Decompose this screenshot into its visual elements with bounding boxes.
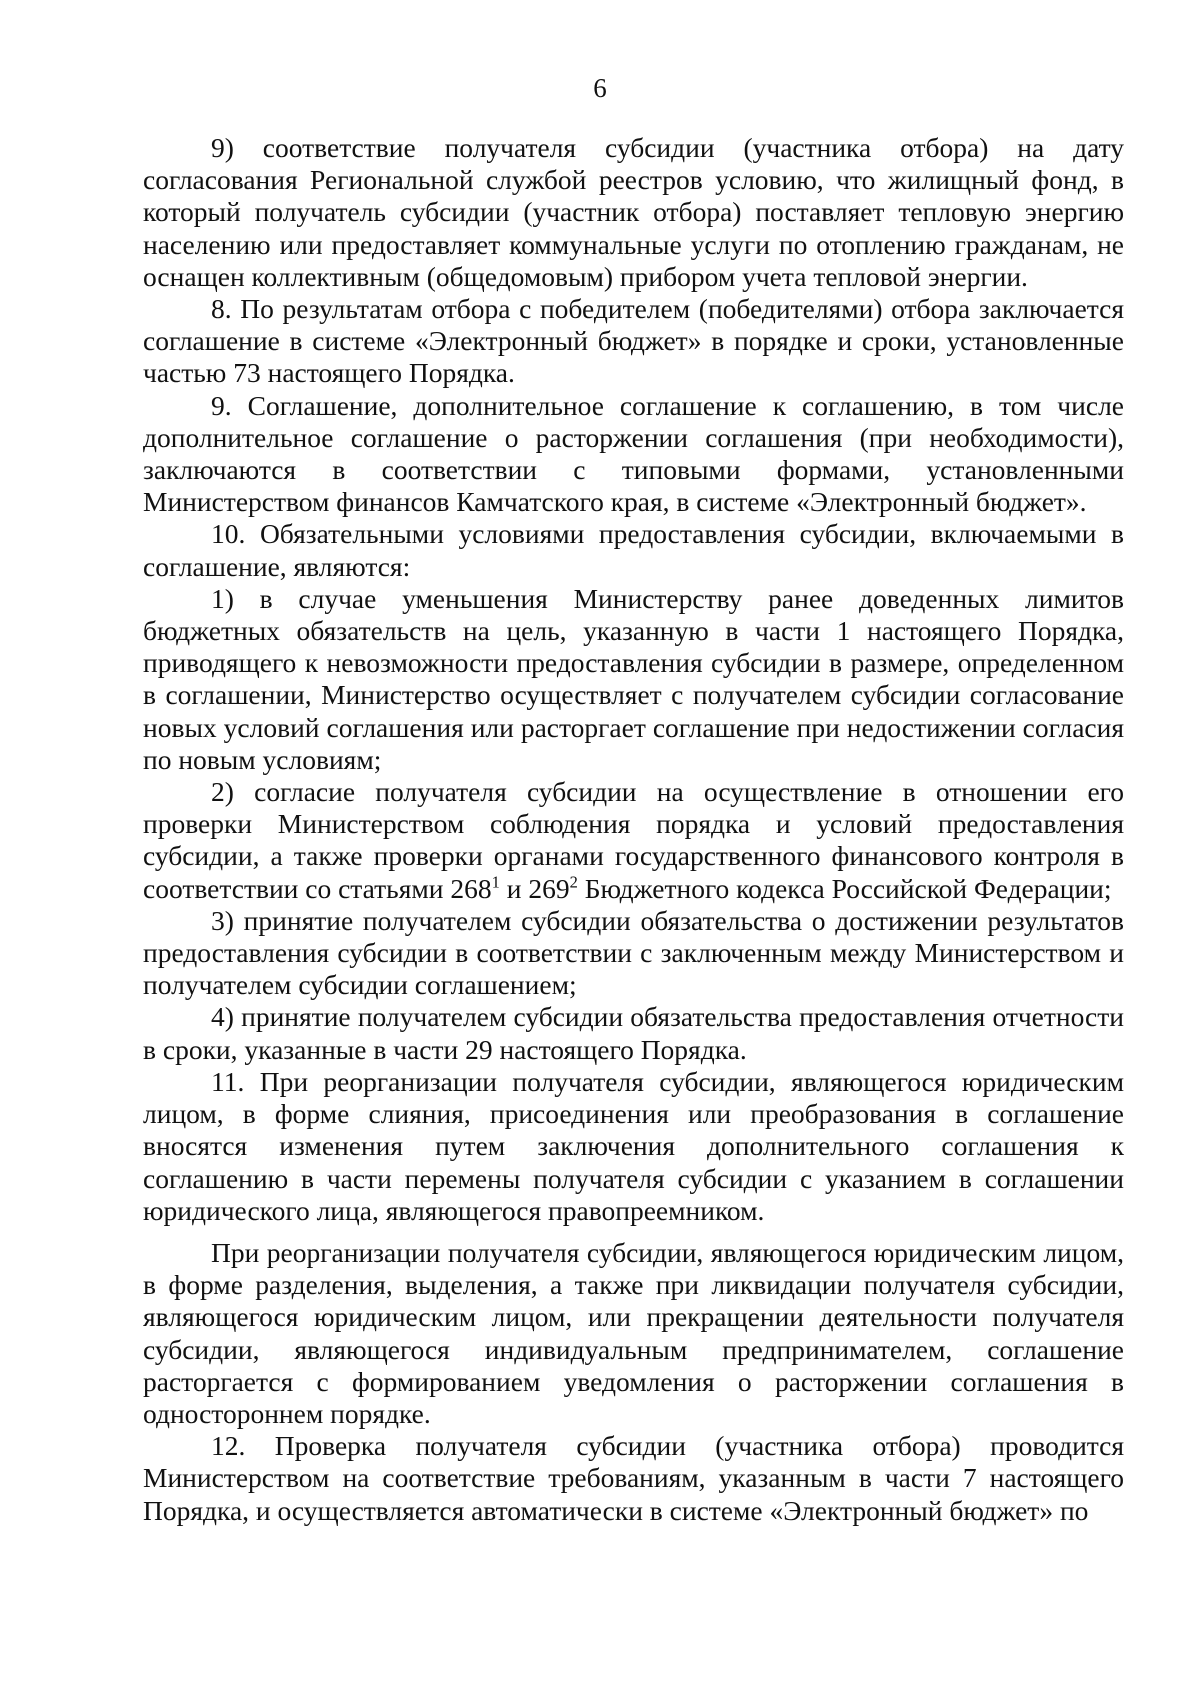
- paragraph-item-10-1: 1) в случае уменьшения Министерству ранее доведенных лимитов бюджетных обязательств на цель, указанную в части 1 настоящего Порядка, приводящего к невозможности предоставления субсидии в размере, определенном в соглашении, Министерство осуществляет с получателем субсидии согласование новых условий соглашения или расторгает соглашение при недостижении согласия по новым условиям;: [143, 582, 1124, 775]
- paragraph-section-8: 8. По результатам отбора с победителем (победителями) отбора заключается соглашение в системе «Электронный бюджет» в порядке и сроки, установленные частью 73 настоящего Порядка.: [143, 293, 1124, 389]
- paragraph-item-10-2: [143, 776, 1124, 905]
- paragraph-text-part: 2) согласие получателя субсидии на осуществление в отношении его проверки Министерством соблюдения порядка и условий предоставления субсидии, а также проверки органами государственного финансового контроля в соответствии со статьями 268: [143, 776, 1124, 904]
- paragraph-item-10-3: 3) принятие получателем субсидии обязательства о достижении результатов предоставления субсидии в соответствии с заключенным между Министерством и получателем субсидии соглашением;: [143, 904, 1124, 1001]
- paragraph-text-part: и 269: [499, 872, 570, 904]
- paragraph-section-11: 11. При реорганизации получателя субсидии, являющегося юридическим лицом, в форме слияния, присоединения или преобразования в соглашение вносятся изменения путем заключения дополнительного соглашения к соглашению в части перемены получателя субсидии с указанием в соглашении юридического лица, являющегося правопреемником.: [143, 1065, 1124, 1226]
- paragraph-section-10: 10. Обязательными условиями предоставления субсидии, включаемыми в соглашение, являются:: [143, 518, 1124, 582]
- paragraph-text-part: Бюджетного кодекса Российской Федерации;: [577, 872, 1112, 904]
- paragraph-section-12: 12. Проверка получателя субсидии (участника отбора) проводится Министерством на соответствие требованиям, указанным в части 7 настоящего Порядка, и осуществляется автоматически в системе «Электронный бюджет» по: [143, 1430, 1124, 1526]
- paragraph-item-10-4: 4) принятие получателем субсидии обязательства предоставления отчетности в сроки, указанные в части 29 настоящего Порядка.: [143, 1001, 1124, 1065]
- superscript-marker: 1: [491, 871, 500, 891]
- paragraph-section-9: 9. Соглашение, дополнительное соглашение к соглашению, в том числе дополнительное соглашение о расторжении соглашения (при необходимости), заключаются в соответствии с типовыми формами, установленными Министерством финансов Камчатского края, в системе «Электронный бюджет».: [143, 389, 1124, 518]
- page-number: 6: [593, 73, 607, 103]
- document-body: [143, 132, 1124, 1527]
- paragraph-section-11-continued: При реорганизации получателя субсидии, являющегося юридическим лицом, в форме разделения, выделения, а также при ликвидации получателя субсидии, являющегося юридическим лицом, или прекращении деятельности получателя субсидии, являющегося индивидуальным предпринимателем, соглашение расторгается с формированием уведомления о расторжении соглашения в одностороннем порядке.: [143, 1236, 1124, 1429]
- superscript-marker: 2: [569, 871, 578, 891]
- paragraph-item-9: 9) соответствие получателя субсидии (участника отбора) на дату согласования Региональной службой реестров условию, что жилищный фонд, в который получатель субсидии (участник отбора) поставляет тепловую энергию населению или предоставляет коммунальные услуги по отоплению гражданам, не оснащен коллективным (общедомовым) прибором учета тепловой энергии.: [143, 132, 1124, 292]
